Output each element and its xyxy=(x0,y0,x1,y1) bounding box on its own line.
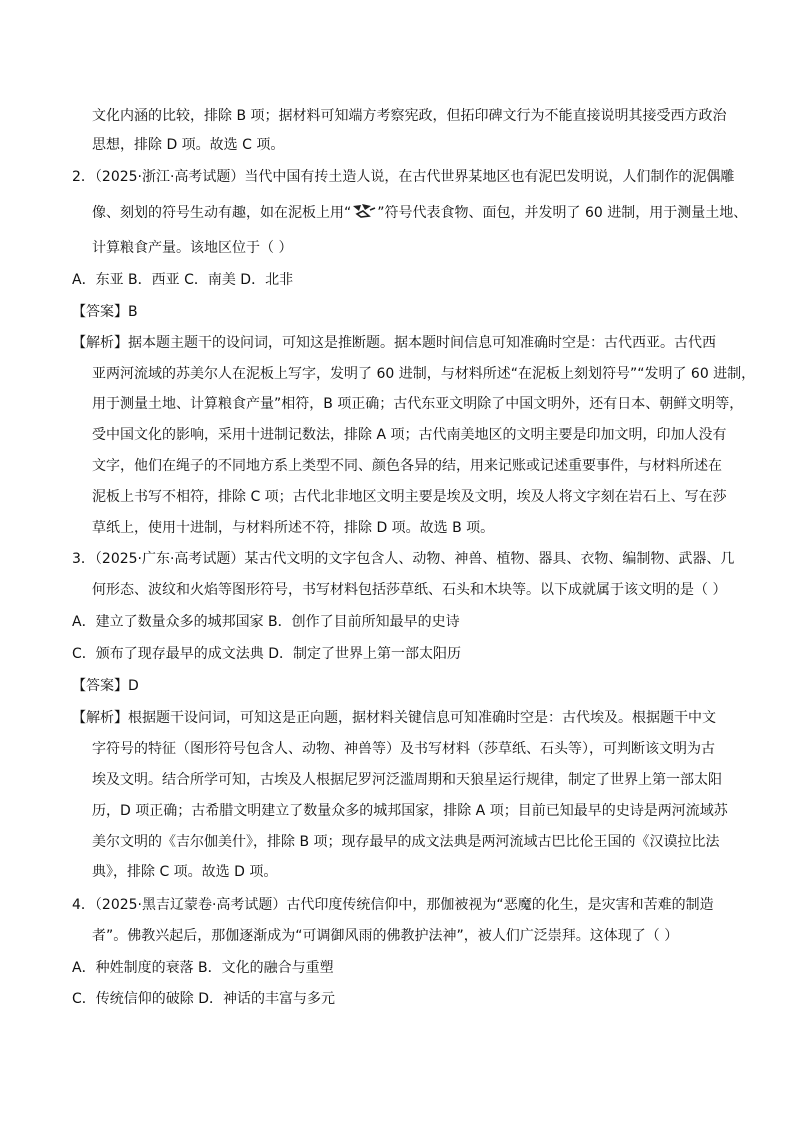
cuneiform-symbol-icon xyxy=(351,202,377,220)
explanation-line: 受中国文化的影响，采用十进制记数法，排除 A 项；古代南美地区的文明主要是印加文明，印加人没有 xyxy=(92,427,727,443)
explanation-line: 文字，他们在绳子的不同地方系上类型不同、颜色各异的结，用来记账或记述重要事件，与材料所述在 xyxy=(92,458,722,474)
explanation-line: 用于测量土地、计算粮食产量”相符，B 项正确；古代东亚文明除了中国文明外，还有日本、朝鲜文明等， xyxy=(92,396,744,412)
question-4-stem: 4．（2025·黑吉辽蒙卷·高考试题）古代印度传统信仰中，那伽被视为“恶魔的化生，是灾害和苦难的制造 xyxy=(72,897,714,913)
question-3-options: A．建立了数量众多的城邦国家 B．创作了目前所知最早的史诗 xyxy=(72,614,460,630)
question-3-stem-line: 何形态、波纹和火焰等图形符号，书写材料包括莎草纸、石头和木块等。以下成就属于该文明的是（ ） xyxy=(92,582,727,598)
question-2-stem-part: ”符号代表食物、面包，并发明了 60 进制，用于测量土地、 xyxy=(377,205,748,221)
question-4-options: A．种姓制度的衰落 B．文化的融合与重塑 xyxy=(72,960,334,976)
question-4-options: C．传统信仰的破除 D．神话的丰富与多元 xyxy=(72,991,336,1007)
text-line: 计算粮食产量。该地区位于（ ） xyxy=(92,240,293,256)
question-3-stem: 3．（2025·广东·高考试题）某古代文明的文字包含人、动物、神兽、植物、器具、衣物、编制物、武器、几 xyxy=(72,551,735,567)
explanation-line: 典》，排除 C 项。故选 D 项。 xyxy=(92,864,278,880)
question-2-stem-line xyxy=(92,202,747,223)
question-2-options: A．东亚 B．西亚 C．南美 D．北非 xyxy=(72,272,294,288)
explanation-line: 美尔文明的《吉尔伽美什》，排除 B 项；现存最早的成文法典是两河流域古巴比伦王国的《汉谟拉比法 xyxy=(92,834,720,850)
explanation-line: 草纸上，使用十进制，与材料所述不符，排除 D 项。故选 B 项。 xyxy=(92,520,495,536)
question-3-options: C．颁布了现存最早的成文法典 D．制定了世界上第一部太阳历 xyxy=(72,646,462,662)
explanation-line: 埃及文明。结合所学可知，古埃及人根据尼罗河泛滥周期和天狼星运行规律，制定了世界上第一部太阳 xyxy=(92,772,722,788)
question-2-stem-part: 像、刻划的符号生动有趣，如在泥板上用“ xyxy=(92,205,352,221)
explanation-line: 字符号的特征（图形符号包含人、动物、神兽等）及书写材料（莎草纸、石头等），可判断该文明为古 xyxy=(92,741,715,757)
explanation-line: 【解析】据本题主题干的设问词，可知这是推断题。据本题时间信息可知准确时空是：古代西亚。古代西 xyxy=(72,335,716,351)
question-2-stem: 2．（2025·浙江·高考试题）当代中国有抟土造人说，在古代世界某地区也有泥巴发明说，人们制作的泥偶雕 xyxy=(72,169,735,185)
explanation-line: 亚两河流域的苏美尔人在泥板上写字，发明了 60 进制，与材料所述“在泥板上刻划符号”“发明了 60 进制， xyxy=(92,366,756,382)
text-line: 文化内涵的比较，排除 B 项；据材料可知端方考察宪政，但拓印碑文行为不能直接说明其接受西方政治 xyxy=(92,108,727,124)
explanation-line: 历，D 项正确；古希腊文明建立了数量众多的城邦国家，排除 A 项；目前已知最早的史诗是两河流域苏 xyxy=(92,803,728,819)
text-line: 思想，排除 D 项。故选 C 项。 xyxy=(92,137,285,153)
answer-label: 【答案】D xyxy=(72,678,139,694)
explanation-line: 【解析】根据题干设问词，可知这是正向题，据材料关键信息可知准确时空是：古代埃及。根据题干中文 xyxy=(72,710,716,726)
answer-label: 【答案】B xyxy=(72,304,138,320)
explanation-line: 泥板上书写不相符，排除 C 项；古代北非地区文明主要是埃及文明，埃及人将文字刻在岩石上、写在莎 xyxy=(92,489,727,505)
question-4-stem-line: 者”。佛教兴起后，那伽逐渐成为“可调御风雨的佛教护法神”，被人们广泛崇拜。这体现了（ ） xyxy=(92,928,679,944)
